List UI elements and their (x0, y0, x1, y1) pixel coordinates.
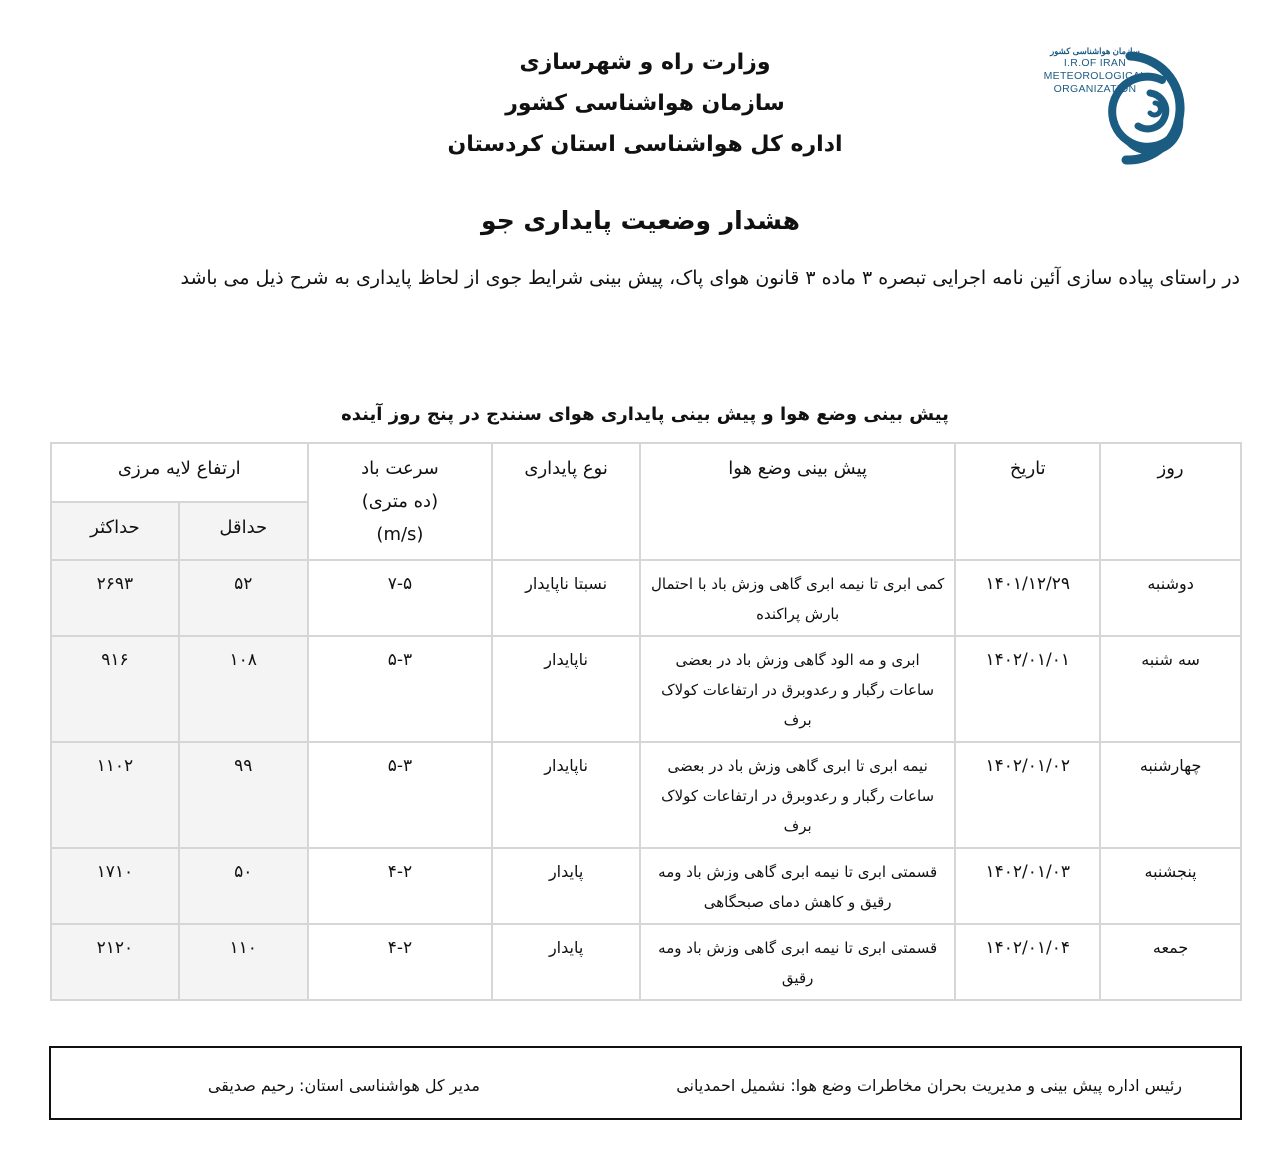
cell-stability: ناپایدار (492, 742, 640, 848)
forecast-head-signature: رئیس اداره پیش بینی و مدیریت بحران مخاطرات وضع هوا: نشمیل احمدیانی (676, 1076, 1182, 1095)
logo-english-line2: METEOROLOGICAL (1043, 70, 1147, 82)
cell-day: جمعه (1100, 924, 1241, 1000)
cell-wind: ۵-۳ (308, 636, 493, 742)
cell-min: ۵۰ (179, 848, 308, 924)
cell-forecast: نیمه ابری تا ابری گاهی وزش باد در بعضی ساعات رگبار و رعدوبرق در ارتفاعات کولاک برف (640, 742, 955, 848)
logo-persian-text: سازمان هواشناسی کشور (1050, 46, 1140, 56)
organization-name: سازمان هواشناسی کشور (505, 91, 785, 116)
cell-wind: ۷-۵ (308, 560, 493, 636)
document-title: هشدار وضعیت پایداری جو (481, 206, 800, 235)
cell-wind: ۴-۲ (308, 924, 493, 1000)
cell-day: چهارشنبه (1100, 742, 1241, 848)
table-row (51, 560, 1241, 636)
logo-english-line3: ORGANIZATION (1053, 83, 1137, 95)
header-day: روز (1100, 443, 1241, 560)
cell-date: ۱۴۰۱/۱۲/۲۹ (955, 560, 1100, 636)
cell-max: ۱۱۰۲ (51, 742, 179, 848)
logo-english-line1: I.R.OF IRAN (1063, 57, 1127, 69)
cell-stability: ناپایدار (492, 636, 640, 742)
header-wind-speed (308, 443, 493, 560)
cell-day: سه شنبه (1100, 636, 1241, 742)
spiral-logo-icon (1030, 38, 1220, 173)
meteorological-organization-logo (1030, 38, 1220, 173)
header-wind-line1: سرعت باد (361, 458, 439, 479)
signature-box (49, 1046, 1242, 1120)
header-stability: نوع پایداری (492, 443, 640, 560)
header-min: حداقل (179, 502, 308, 561)
letterhead (300, 42, 990, 165)
cell-stability: نسبتا ناپایدار (492, 560, 640, 636)
cell-day: دوشنبه (1100, 560, 1241, 636)
cell-day: پنجشنبه (1100, 848, 1241, 924)
header-boundary-layer: ارتفاع لایه مرزی (51, 443, 308, 502)
cell-max: ۹۱۶ (51, 636, 179, 742)
cell-date: ۱۴۰۲/۰۱/۰۳ (955, 848, 1100, 924)
director-general-signature: مدیر کل هواشناسی استان: رحیم صدیقی (207, 1076, 480, 1095)
cell-max: ۱۷۱۰ (51, 848, 179, 924)
cell-forecast: قسمتی ابری تا نیمه ابری گاهی وزش باد ومه رقیق و کاهش دمای صبحگاهی (640, 848, 955, 924)
header-wind-line2: (ده متری) (361, 491, 439, 512)
cell-date: ۱۴۰۲/۰۱/۰۲ (955, 742, 1100, 848)
cell-date: ۱۴۰۲/۰۱/۰۴ (955, 924, 1100, 1000)
cell-wind: ۴-۲ (308, 848, 493, 924)
table-row (51, 924, 1241, 1000)
cell-stability: پایدار (492, 848, 640, 924)
cell-wind: ۵-۳ (308, 742, 493, 848)
department-name: اداره کل هواشناسی استان کردستان (447, 132, 843, 157)
cell-min: ۱۱۰ (179, 924, 308, 1000)
ministry-name: وزارت راه و شهرسازی (519, 50, 771, 75)
table-title: پیش بینی وضع هوا و پیش بینی پایداری هوای سنندج در پنج روز آینده (341, 404, 949, 425)
cell-stability: پایدار (492, 924, 640, 1000)
cell-date: ۱۴۰۲/۰۱/۰۱ (955, 636, 1100, 742)
forecast-table (50, 442, 1242, 1001)
cell-forecast: قسمتی ابری تا نیمه ابری گاهی وزش باد ومه رقیق (640, 924, 955, 1000)
header-forecast: پیش بینی وضع هوا (640, 443, 955, 560)
cell-min: ۹۹ (179, 742, 308, 848)
header-wind-line3: (m/s) (376, 524, 424, 545)
cell-forecast: ابری و مه الود گاهی وزش باد در بعضی ساعات رگبار و رعدوبرق در ارتفاعات کولاک برف (640, 636, 955, 742)
cell-max: ۲۶۹۳ (51, 560, 179, 636)
cell-max: ۲۱۲۰ (51, 924, 179, 1000)
table-row (51, 848, 1241, 924)
header-date: تاریخ (955, 443, 1100, 560)
table-row (51, 636, 1241, 742)
intro-paragraph: در راستای پیاده سازی آئین نامه اجرایی تبصره ۳ ماده ۳ قانون هوای پاک، پیش بینی شرایط جوی از لحاظ پایداری به شرح ذیل می باشد (180, 267, 1240, 289)
cell-forecast: کمی ابری تا نیمه ابری گاهی وزش باد با احتمال بارش پراکنده (640, 560, 955, 636)
cell-min: ۱۰۸ (179, 636, 308, 742)
header-max: حداکثر (51, 502, 179, 561)
table-row (51, 742, 1241, 848)
cell-min: ۵۲ (179, 560, 308, 636)
